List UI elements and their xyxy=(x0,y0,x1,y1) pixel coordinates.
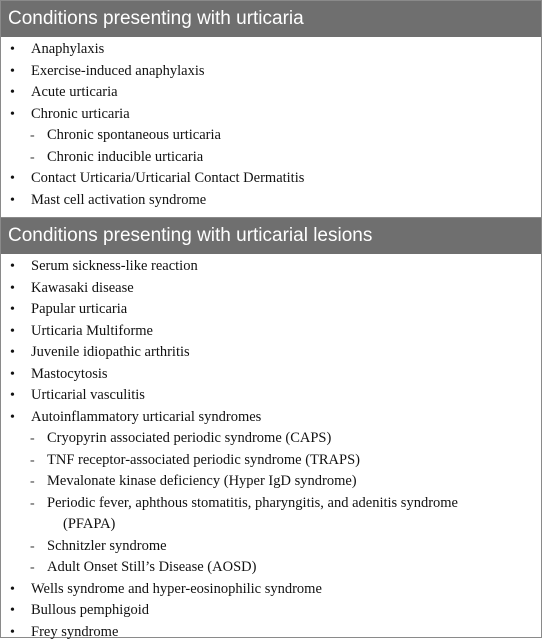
bullet-marker: • xyxy=(10,622,15,643)
dash-marker: - xyxy=(30,493,35,515)
section-header-urticaria: Conditions presenting with urticaria xyxy=(1,1,541,37)
sub-list-item: - Cryopyrin associated periodic syndrome (CAPS) xyxy=(1,428,541,450)
dash-marker: - xyxy=(30,536,35,558)
bullet-marker: • xyxy=(10,278,15,300)
bullet-marker: • xyxy=(10,407,15,429)
sub-list-item: - Adult Onset Still’s Disease (AOSD) xyxy=(1,557,541,579)
list-item: • Urticaria Multiforme xyxy=(1,321,541,343)
list-item: • Frey syndrome xyxy=(1,622,541,643)
dash-marker: - xyxy=(30,147,35,169)
section-body-urticarial-lesions xyxy=(1,254,541,643)
bullet-marker: • xyxy=(10,364,15,386)
list-item: • Exercise-induced anaphylaxis xyxy=(1,61,541,83)
section-body-urticaria xyxy=(1,37,541,218)
bullet-marker: • xyxy=(10,168,15,190)
bullet-marker: • xyxy=(10,321,15,343)
dash-marker: - xyxy=(30,450,35,472)
list-item: • Mastocytosis xyxy=(1,364,541,386)
bullet-marker: • xyxy=(10,104,15,126)
dash-marker: - xyxy=(30,471,35,493)
list-item: • Chronic urticaria xyxy=(1,104,541,126)
sub-list-item: - Periodic fever, aphthous stomatitis, pharyngitis, and adenitis syndrome (PFAPA) xyxy=(1,493,541,536)
sub-list-item: - Mevalonate kinase deficiency (Hyper IgD syndrome) xyxy=(1,471,541,493)
list-item: • Autoinflammatory urticarial syndromes xyxy=(1,407,541,429)
section-header-urticarial-lesions: Conditions presenting with urticarial lesions xyxy=(1,218,541,254)
bullet-marker: • xyxy=(10,61,15,83)
list-item: • Juvenile idiopathic arthritis xyxy=(1,342,541,364)
bullet-marker: • xyxy=(10,39,15,61)
list-item: • Wells syndrome and hyper-eosinophilic syndrome xyxy=(1,579,541,601)
bullet-marker: • xyxy=(10,600,15,622)
bullet-marker: • xyxy=(10,82,15,104)
bullet-marker: • xyxy=(10,256,15,278)
bullet-marker: • xyxy=(10,579,15,601)
dash-marker: - xyxy=(30,428,35,450)
list-item: • Acute urticaria xyxy=(1,82,541,104)
bullet-marker: • xyxy=(10,342,15,364)
list-item: • Contact Urticaria/Urticarial Contact Dermatitis xyxy=(1,168,541,190)
list-item: • Mast cell activation syndrome xyxy=(1,190,541,212)
list-item: • Papular urticaria xyxy=(1,299,541,321)
dash-marker: - xyxy=(30,125,35,147)
list-item: • Urticarial vasculitis xyxy=(1,385,541,407)
bullet-marker: • xyxy=(10,190,15,212)
sub-list-item: - Chronic inducible urticaria xyxy=(1,147,541,169)
dash-marker: - xyxy=(30,557,35,579)
list-item: • Kawasaki disease xyxy=(1,278,541,300)
list-item: • Bullous pemphigoid xyxy=(1,600,541,622)
sub-list-item: - Schnitzler syndrome xyxy=(1,536,541,558)
list-item: • Serum sickness-like reaction xyxy=(1,256,541,278)
sub-list-item: - TNF receptor-associated periodic syndrome (TRAPS) xyxy=(1,450,541,472)
list-item: • Anaphylaxis xyxy=(1,39,541,61)
sub-list-item: - Chronic spontaneous urticaria xyxy=(1,125,541,147)
bullet-marker: • xyxy=(10,299,15,321)
bullet-marker: • xyxy=(10,385,15,407)
